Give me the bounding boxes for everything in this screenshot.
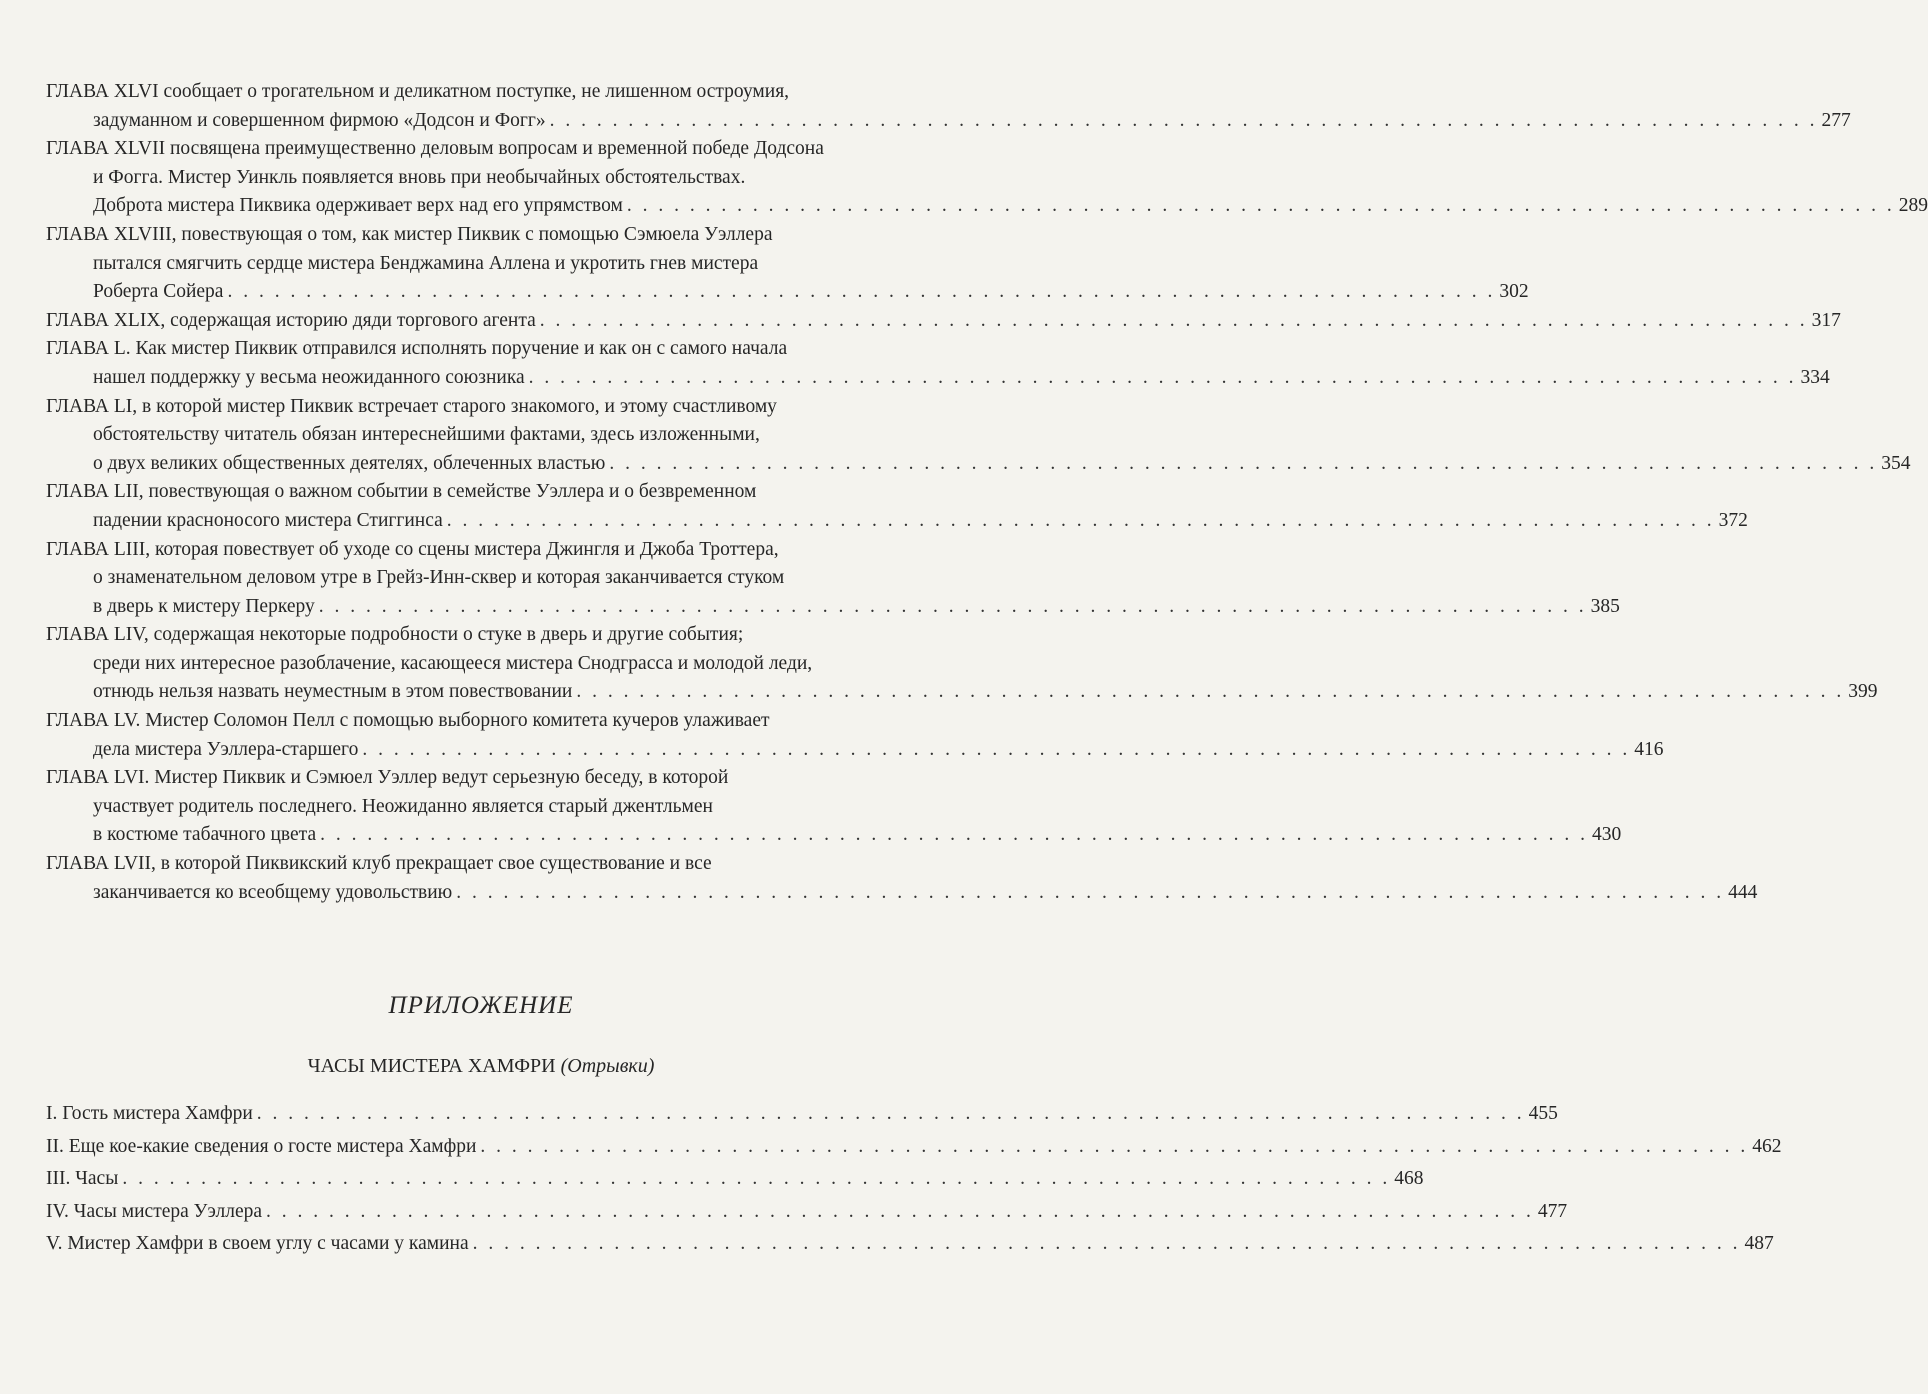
dot-leader: . . . . . . . . . . . . . . . . . . . . . . . . . . . . . . . . . . . . . . . . . . . . . . . . . . . . . . . . . . . . . . . . . . . . . . . . . . . . . . . . . <box>446 509 1715 531</box>
page-number: 334 <box>1800 366 1830 388</box>
dot-leader: . . . . . . . . . . . . . . . . . . . . . . . . . . . . . . . . . . . . . . . . . . . . . . . . . . . . . . . . . . . . . . . . . . . . . . . . . . . . . . . . . <box>539 309 1808 331</box>
page-number: 354 <box>1881 452 1911 474</box>
toc-entry-line: и Фогга. Мистер Уинкль появляется вновь при необычайных обстоятельствах. <box>93 166 746 188</box>
dot-leader: . . . . . . . . . . . . . . . . . . . . . . . . . . . . . . . . . . . . . . . . . . . . . . . . . . . . . . . . . . . . . . . . . . . . . . . . . . . . . . . . . <box>609 452 1878 474</box>
toc-entry-leader-line <box>46 107 1851 136</box>
page-number: 455 <box>1528 1103 1558 1124</box>
appendix-item-label: III. Часы <box>46 1168 119 1189</box>
dot-leader: . . . . . . . . . . . . . . . . . . . . . . . . . . . . . . . . . . . . . . . . . . . . . . . . . . . . . . . . . . . . . . . . . . . . . . . . . . . . . . . . . <box>266 1200 1534 1222</box>
toc-entry-line: ГЛАВА LVII, в которой Пиквикский клуб прекращает свое существование и все <box>46 853 712 875</box>
toc-entry-line: о знаменательном деловом утре в Грейз-Инн-сквер и которая заканчивается стуком <box>93 567 785 589</box>
page-number: 399 <box>1848 681 1878 703</box>
toc-entry-text: Роберта Сойера <box>93 281 224 303</box>
toc-entry <box>46 621 1878 707</box>
toc-entry-text: дела мистера Уэллера-старшего <box>93 738 359 760</box>
page-number: 385 <box>1590 595 1620 617</box>
toc-entry <box>46 707 1664 764</box>
dot-leader: . . . . . . . . . . . . . . . . . . . . . . . . . . . . . . . . . . . . . . . . . . . . . . . . . . . . . . . . . . . . . . . . . . . . . . . . . . . . . . . . . <box>549 109 1818 131</box>
page-number: 277 <box>1821 109 1851 131</box>
toc-entry-line: ГЛАВА LIII, которая повествует об уходе со сцены мистера Джингля и Джоба Троттера, <box>46 538 779 560</box>
toc-entry-text: в костюме табачного цвета <box>93 824 317 846</box>
toc-entry-leader-line <box>46 593 1620 622</box>
toc-entry <box>46 536 1620 622</box>
appendix-item-label: V. Мистер Хамфри в своем углу с часами у камина <box>46 1233 469 1254</box>
dot-leader: . . . . . . . . . . . . . . . . . . . . . . . . . . . . . . . . . . . . . . . . . . . . . . . . . . . . . . . . . . . . . . . . . . . . . . . . . . . . . . . . . <box>576 681 1845 703</box>
dot-leader: . . . . . . . . . . . . . . . . . . . . . . . . . . . . . . . . . . . . . . . . . . . . . . . . . . . . . . . . . . . . . . . . . . . . . . . . . . . . . . . . . <box>318 595 1587 617</box>
toc-entry-leader-line <box>46 507 1748 536</box>
page-number: 416 <box>1634 738 1664 760</box>
appendix-item-label: II. Еще кое-какие сведения о госте мистера Хамфри <box>46 1135 477 1157</box>
toc-entry-text: ГЛАВА XLIX, содержащая историю дяди торгового агента <box>46 309 536 331</box>
page-number: 444 <box>1728 881 1758 903</box>
toc-entry-leader-line <box>46 821 1622 850</box>
page-number: 302 <box>1499 281 1529 303</box>
toc-entry <box>46 221 1529 307</box>
toc-entry-text: задуманном и совершенном фирмою «Додсон и Фогг» <box>93 109 546 131</box>
page-number: 372 <box>1718 509 1748 531</box>
appendix-subtitle-note: (Отрывки) <box>560 1055 655 1077</box>
toc-entry-line: участвует родитель последнего. Неожиданно является старый джентльмен <box>93 795 713 817</box>
appendix-item <box>46 1098 1558 1131</box>
toc-entry-leader-line <box>46 192 1928 221</box>
toc-entry-text: о двух великих общественных деятелях, облеченных властью <box>93 452 606 474</box>
toc-entry-line: ГЛАВА LVI. Мистер Пиквик и Сэмюел Уэллер ведут сeрьезную беседу, в которой <box>46 767 729 789</box>
toc-entry-leader-line <box>46 278 1529 307</box>
toc-entry-line: ГЛАВА LI, в которой мистер Пиквик встречает старого знакомого, и этому счастливому <box>46 395 777 417</box>
toc-entry-text: отнюдь нельзя назвать неуместным в этом повествовании <box>93 681 573 703</box>
toc-entry <box>46 393 1911 479</box>
page-number: 477 <box>1537 1200 1568 1222</box>
toc-entry-text: Доброта мистера Пиквика одерживает верх над его упрямством <box>93 195 623 217</box>
dot-leader: . . . . . . . . . . . . . . . . . . . . . . . . . . . . . . . . . . . . . . . . . . . . . . . . . . . . . . . . . . . . . . . . . . . . . . . . . . . . . . . . . <box>472 1233 1741 1254</box>
dot-leader: . . . . . . . . . . . . . . . . . . . . . . . . . . . . . . . . . . . . . . . . . . . . . . . . . . . . . . . . . . . . . . . . . . . . . . . . . . . . . . . . . <box>320 824 1588 846</box>
toc-entry-line: ГЛАВА XLVI сообщает о трогательном и деликатном поступке, не лишенном остроумия, <box>46 81 790 102</box>
table-of-contents <box>46 78 1928 907</box>
toc-entry <box>46 307 1841 336</box>
toc-entry-line: ГЛАВА XLVIII, повествующая о том, как мистер Пиквик с помощью Сэмюела Уэллера <box>46 223 773 245</box>
toc-entry-text: в дверь к мистеру Перкеру <box>93 595 315 617</box>
appendix-item <box>46 1196 1568 1229</box>
toc-entry <box>46 478 1748 535</box>
dot-leader: . . . . . . . . . . . . . . . . . . . . . . . . . . . . . . . . . . . . . . . . . . . . . . . . . . . . . . . . . . . . . . . . . . . . . . . . . . . . . . . . . <box>256 1103 1525 1124</box>
toc-entry <box>46 335 1830 392</box>
toc-entry-leader-line <box>46 364 1830 393</box>
dot-leader: . . . . . . . . . . . . . . . . . . . . . . . . . . . . . . . . . . . . . . . . . . . . . . . . . . . . . . . . . . . . . . . . . . . . . . . . . . . . . . . . . <box>456 881 1725 903</box>
toc-entry-text: нашел поддержку у весьма неожиданного союзника <box>93 366 525 388</box>
page-number: 289 <box>1898 195 1928 217</box>
toc-entry-line: обстоятельству читатель обязан интереснейшими фактами, здесь изложенными, <box>93 424 760 446</box>
toc-entry-text: заканчивается ко всеобщему удовольствию <box>93 881 453 903</box>
toc-entry-line: среди них интересное разоблачение, касающееся мистера Снодграсса и молодой леди, <box>93 652 813 674</box>
toc-entry-line: ГЛАВА XLVII посвящена преимущественно деловым вопросам и временной победе Додсона <box>46 138 824 160</box>
toc-entry-line: ГЛАВА L. Как мистер Пиквик отправился исполнять поручение и как он с самого начала <box>46 338 788 360</box>
appendix-title: ПРИЛОЖЕНИЕ <box>388 992 574 1019</box>
appendix-item-label: IV. Часы мистера Уэллера <box>46 1200 263 1222</box>
appendix-item-label: I. Гость мистера Хамфри <box>46 1103 253 1124</box>
page-number: 430 <box>1591 824 1622 846</box>
appendix-item <box>46 1228 1774 1261</box>
page-number: 468 <box>1394 1168 1424 1189</box>
appendix-item <box>46 1131 1782 1164</box>
dot-leader: . . . . . . . . . . . . . . . . . . . . . . . . . . . . . . . . . . . . . . . . . . . . . . . . . . . . . . . . . . . . . . . . . . . . . . . . . . . . . . . . . <box>227 281 1496 303</box>
dot-leader: . . . . . . . . . . . . . . . . . . . . . . . . . . . . . . . . . . . . . . . . . . . . . . . . . . . . . . . . . . . . . . . . . . . . . . . . . . . . . . . . . <box>480 1135 1749 1157</box>
page-number: 462 <box>1752 1135 1782 1157</box>
toc-entry <box>46 764 1622 850</box>
dot-leader: . . . . . . . . . . . . . . . . . . . . . . . . . . . . . . . . . . . . . . . . . . . . . . . . . . . . . . . . . . . . . . . . . . . . . . . . . . . . . . . . . <box>362 738 1631 760</box>
page-number: 487 <box>1744 1233 1774 1254</box>
toc-entry-line: ГЛАВА LII, повествующая о важном событии в семействе Уэллера и о безвременном <box>46 481 757 503</box>
toc-entry-leader-line <box>46 307 1841 336</box>
toc-entry-leader-line <box>46 736 1664 765</box>
page-number: 317 <box>1811 309 1841 331</box>
dot-leader: . . . . . . . . . . . . . . . . . . . . . . . . . . . . . . . . . . . . . . . . . . . . . . . . . . . . . . . . . . . . . . . . . . . . . . . . . . . . . . . . . <box>122 1168 1391 1189</box>
toc-entry-leader-line <box>46 879 1758 908</box>
dot-leader: . . . . . . . . . . . . . . . . . . . . . . . . . . . . . . . . . . . . . . . . . . . . . . . . . . . . . . . . . . . . . . . . . . . . . . . . . . . . . . . . . <box>528 366 1797 388</box>
appendix-subtitle-text: ЧАСЫ МИСТЕРА ХАМФРИ <box>307 1055 556 1077</box>
toc-entry <box>46 850 1758 907</box>
appendix-subtitle <box>0 1055 962 1078</box>
appendix-list <box>46 1098 1782 1261</box>
toc-entry <box>46 78 1851 135</box>
toc-entry <box>46 135 1928 221</box>
toc-entry-line: пытался смягчить сердце мистера Бенджамина Аллена и укротить гнев мистера <box>93 252 759 274</box>
toc-entry-line: ГЛАВА LIV, содержащая некоторые подробности о стуке в дверь и другие события; <box>46 624 744 646</box>
toc-entry-text: падении красноносого мистера Стиггинса <box>93 509 443 531</box>
appendix-item <box>46 1163 1424 1196</box>
toc-entry-leader-line <box>46 450 1911 479</box>
toc-entry-line: ГЛАВА LV. Мистер Соломон Пелл с помощью выборного комитета кучеров улаживает <box>46 710 770 732</box>
toc-entry-leader-line <box>46 678 1878 707</box>
dot-leader: . . . . . . . . . . . . . . . . . . . . . . . . . . . . . . . . . . . . . . . . . . . . . . . . . . . . . . . . . . . . . . . . . . . . . . . . . . . . . . . . . <box>626 195 1895 217</box>
